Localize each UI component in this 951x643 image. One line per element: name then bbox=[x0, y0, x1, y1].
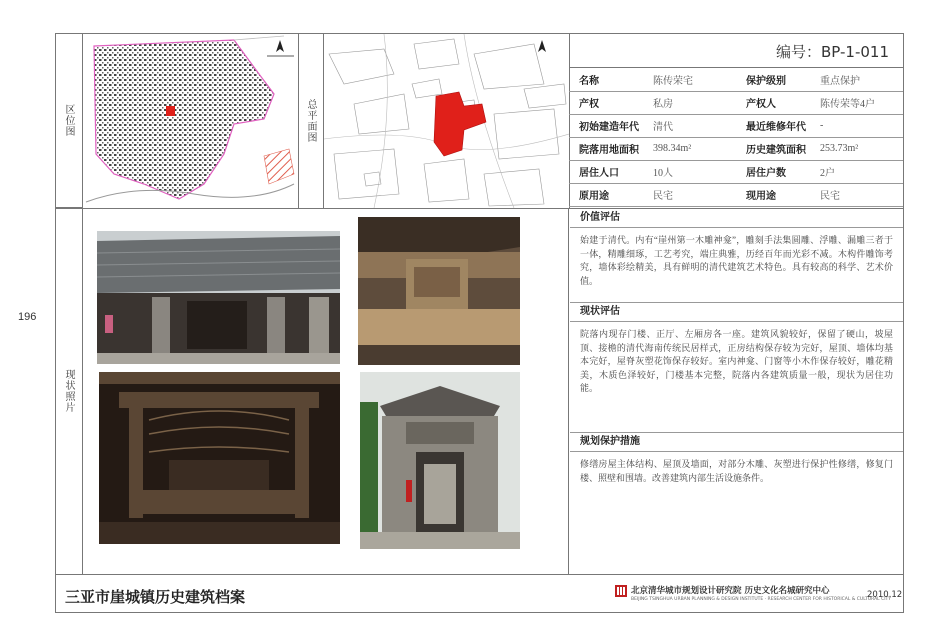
document-code: 编号：BP-1-011 bbox=[569, 34, 903, 68]
section-measures-text: 修缮房屋主体结构、屋顶及墙面，对部分木雕、灰塑进行保护性修缮，修复门楼、照壁和围墙。改善建筑内部生活设施条件。 bbox=[580, 459, 893, 483]
info-row bbox=[569, 183, 903, 206]
info-key: 产权 bbox=[569, 91, 643, 114]
info-key: 初始建造年代 bbox=[569, 114, 643, 137]
info-value: - bbox=[810, 114, 903, 137]
info-key: 居住户数 bbox=[736, 160, 810, 183]
photo-wood-bracket bbox=[358, 217, 520, 365]
page-number: 196 bbox=[18, 311, 37, 323]
info-key: 产权人 bbox=[736, 91, 810, 114]
info-key: 历史建筑面积 bbox=[736, 137, 810, 160]
institute-name: 北京清华城市规划设计研究院 历史文化名城研究中心 bbox=[631, 586, 830, 596]
section-status-text: 院落内现存门楼、正厅、左厢房各一座。建筑风貌较好，保留了硬山，坡屋顶、接檐的清代海南传统民居样式，正房结构保存较为完好，屋顶、墙体均基本完好，屋脊灰塑花饰保存较好。室内神龛、门窗等小木作保存较好，雕花精美，木质色泽较好，门楼基本完整，院落内各建筑质量一般，现状为居住功能。 bbox=[580, 329, 893, 393]
info-value: 清代 bbox=[643, 114, 736, 137]
info-key: 名称 bbox=[569, 68, 643, 91]
location-map-label-cell bbox=[55, 33, 83, 208]
info-panel bbox=[569, 34, 903, 207]
archive-date: 2010.12 bbox=[867, 590, 903, 600]
site-plan-map bbox=[324, 34, 570, 208]
info-key: 院落用地面积 bbox=[569, 137, 643, 160]
info-row bbox=[569, 114, 903, 137]
location-map-label: 区位图 bbox=[63, 103, 74, 137]
north-arrow-icon bbox=[538, 40, 546, 52]
info-value: 253.73m² bbox=[810, 137, 903, 160]
location-map bbox=[84, 34, 299, 208]
photo-gate-house bbox=[360, 372, 520, 549]
photo-shrine-carving bbox=[99, 372, 340, 544]
info-row bbox=[569, 160, 903, 183]
section-status bbox=[570, 302, 903, 433]
archive-title: 三亚市崖城镇历史建筑档案 bbox=[65, 589, 246, 606]
info-key: 原用途 bbox=[569, 183, 643, 206]
photos-label-cell bbox=[55, 208, 83, 574]
institute-logo-icon bbox=[615, 585, 627, 597]
footer bbox=[55, 574, 904, 613]
site-plan-label-cell bbox=[298, 33, 324, 208]
info-key: 居住人口 bbox=[569, 160, 643, 183]
photos-area bbox=[84, 209, 569, 574]
info-value: 陈传荣等4户 bbox=[810, 91, 903, 114]
info-row bbox=[569, 91, 903, 114]
photo-house-front bbox=[97, 231, 340, 364]
section-value-text: 始建于清代。内有“崖州第一木雕神龛”，雕刻手法集圆雕、浮雕、漏雕三者于一体，精雕细琢，工艺考究，端庄典雅，历经百年而光彩不减。木构件雕饰考究，墙体彩绘精美，具有鲜明的清代建筑艺术特色。具有较高的科学、艺术价值。 bbox=[580, 235, 893, 286]
info-table bbox=[569, 68, 903, 207]
site-plan-label: 总平面图 bbox=[305, 98, 316, 143]
info-value: 10人 bbox=[643, 160, 736, 183]
info-row bbox=[569, 68, 903, 91]
info-value: 民宅 bbox=[643, 183, 736, 206]
info-key: 保护级别 bbox=[736, 68, 810, 91]
info-value: 398.34m² bbox=[643, 137, 736, 160]
section-value-title: 价值评估 bbox=[570, 209, 903, 228]
info-row bbox=[569, 137, 903, 160]
section-value bbox=[570, 209, 903, 302]
north-arrow-icon bbox=[267, 40, 294, 56]
info-value: 私房 bbox=[643, 91, 736, 114]
institute-name-en: BEIJING TSINGHUA URBAN PLANNING & DESIGN INSTITUTE · RESEARCH CENTER FOR HISTORICAL & CULTURAL CITY bbox=[631, 597, 892, 602]
section-measures-title: 规划保护措施 bbox=[570, 433, 903, 452]
info-value: 民宅 bbox=[810, 183, 903, 206]
info-value: 2户 bbox=[810, 160, 903, 183]
info-value: 重点保护 bbox=[810, 68, 903, 91]
info-key: 现用途 bbox=[736, 183, 810, 206]
institute-block bbox=[615, 584, 891, 602]
photos-label: 现状照片 bbox=[63, 369, 74, 413]
section-measures bbox=[570, 432, 903, 575]
section-status-title: 现状评估 bbox=[570, 303, 903, 322]
info-value: 陈传荣宅 bbox=[643, 68, 736, 91]
info-key: 最近维修年代 bbox=[736, 114, 810, 137]
